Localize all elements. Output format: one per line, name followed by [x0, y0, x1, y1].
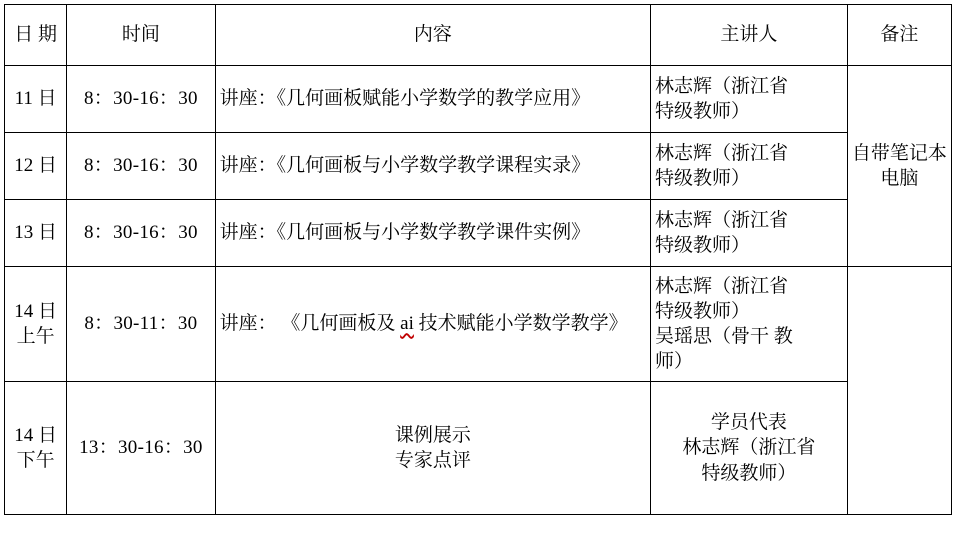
column-header-note: 备注 — [847, 5, 951, 66]
cell-date: 12 日 — [5, 133, 67, 200]
column-header-date: 日 期 — [5, 5, 67, 66]
content-text-ai: ai — [400, 313, 414, 335]
cell-time: 8：30-16：30 — [67, 200, 215, 267]
cell-time: 8：30-16：30 — [67, 133, 215, 200]
speaker-line: 林志辉（浙江省 — [655, 209, 789, 231]
speaker-line: 特级教师） — [655, 300, 751, 322]
speaker-line: 学员代表 — [710, 412, 787, 434]
table-row — [5, 133, 952, 200]
speaker-line: 林志辉（浙江省 — [682, 437, 816, 459]
cell-content: 讲座：《几何画板与小学数学教学课程实录》 — [215, 133, 650, 200]
cell-speaker — [651, 267, 848, 382]
column-header-content: 内容 — [215, 5, 650, 66]
cell-date: 13 日 — [5, 200, 67, 267]
cell-time: 8：30-11：30 — [67, 267, 215, 382]
cell-time: 13：30-16：30 — [67, 382, 215, 515]
column-header-speaker: 主讲人 — [651, 5, 848, 66]
table-header-row — [5, 5, 952, 66]
table-row — [5, 200, 952, 267]
cell-speaker — [651, 133, 848, 200]
cell-content — [215, 382, 650, 515]
speaker-line: 吴瑶思（骨干 教 — [655, 326, 793, 347]
cell-time: 8：30-16：30 — [67, 66, 215, 133]
cell-date: 11 日 — [5, 66, 67, 133]
column-header-time: 时间 — [67, 5, 215, 66]
content-text-post: 技术赋能小学数学教学》 — [413, 313, 628, 335]
cell-speaker — [651, 200, 848, 267]
cell-note: 自带笔记本电脑 — [847, 66, 951, 267]
speaker-line: 特级教师） — [655, 101, 751, 122]
content-text-pre: 讲座： 《几何画板及 — [219, 313, 401, 335]
speaker-line: 特级教师） — [655, 235, 751, 256]
cell-speaker — [651, 382, 848, 515]
training-schedule-table — [4, 4, 952, 515]
content-line: 课例展示 — [394, 424, 471, 446]
table-row — [5, 66, 952, 133]
speaker-line: 师） — [655, 351, 694, 373]
table-row — [5, 382, 952, 515]
cell-content: 讲座：《几何画板与小学数学教学课件实例》 — [215, 200, 650, 267]
speaker-line: 林志辉（浙江省 — [655, 75, 789, 97]
cell-date: 14 日 下午 — [5, 382, 67, 515]
speaker-line: 特级教师） — [701, 462, 797, 484]
speaker-line: 特级教师） — [655, 168, 751, 189]
cell-content: 讲座：《几何画板赋能小学数学的教学应用》 — [215, 66, 650, 133]
content-line: 专家点评 — [394, 450, 471, 471]
cell-content — [215, 267, 650, 382]
cell-date: 14 日 上午 — [5, 267, 67, 382]
cell-note-empty — [847, 267, 951, 515]
cell-speaker — [651, 66, 848, 133]
speaker-line: 林志辉（浙江省 — [655, 142, 789, 164]
speaker-line: 林志辉（浙江省 — [655, 275, 789, 297]
table-row — [5, 267, 952, 382]
document-page — [0, 4, 956, 554]
